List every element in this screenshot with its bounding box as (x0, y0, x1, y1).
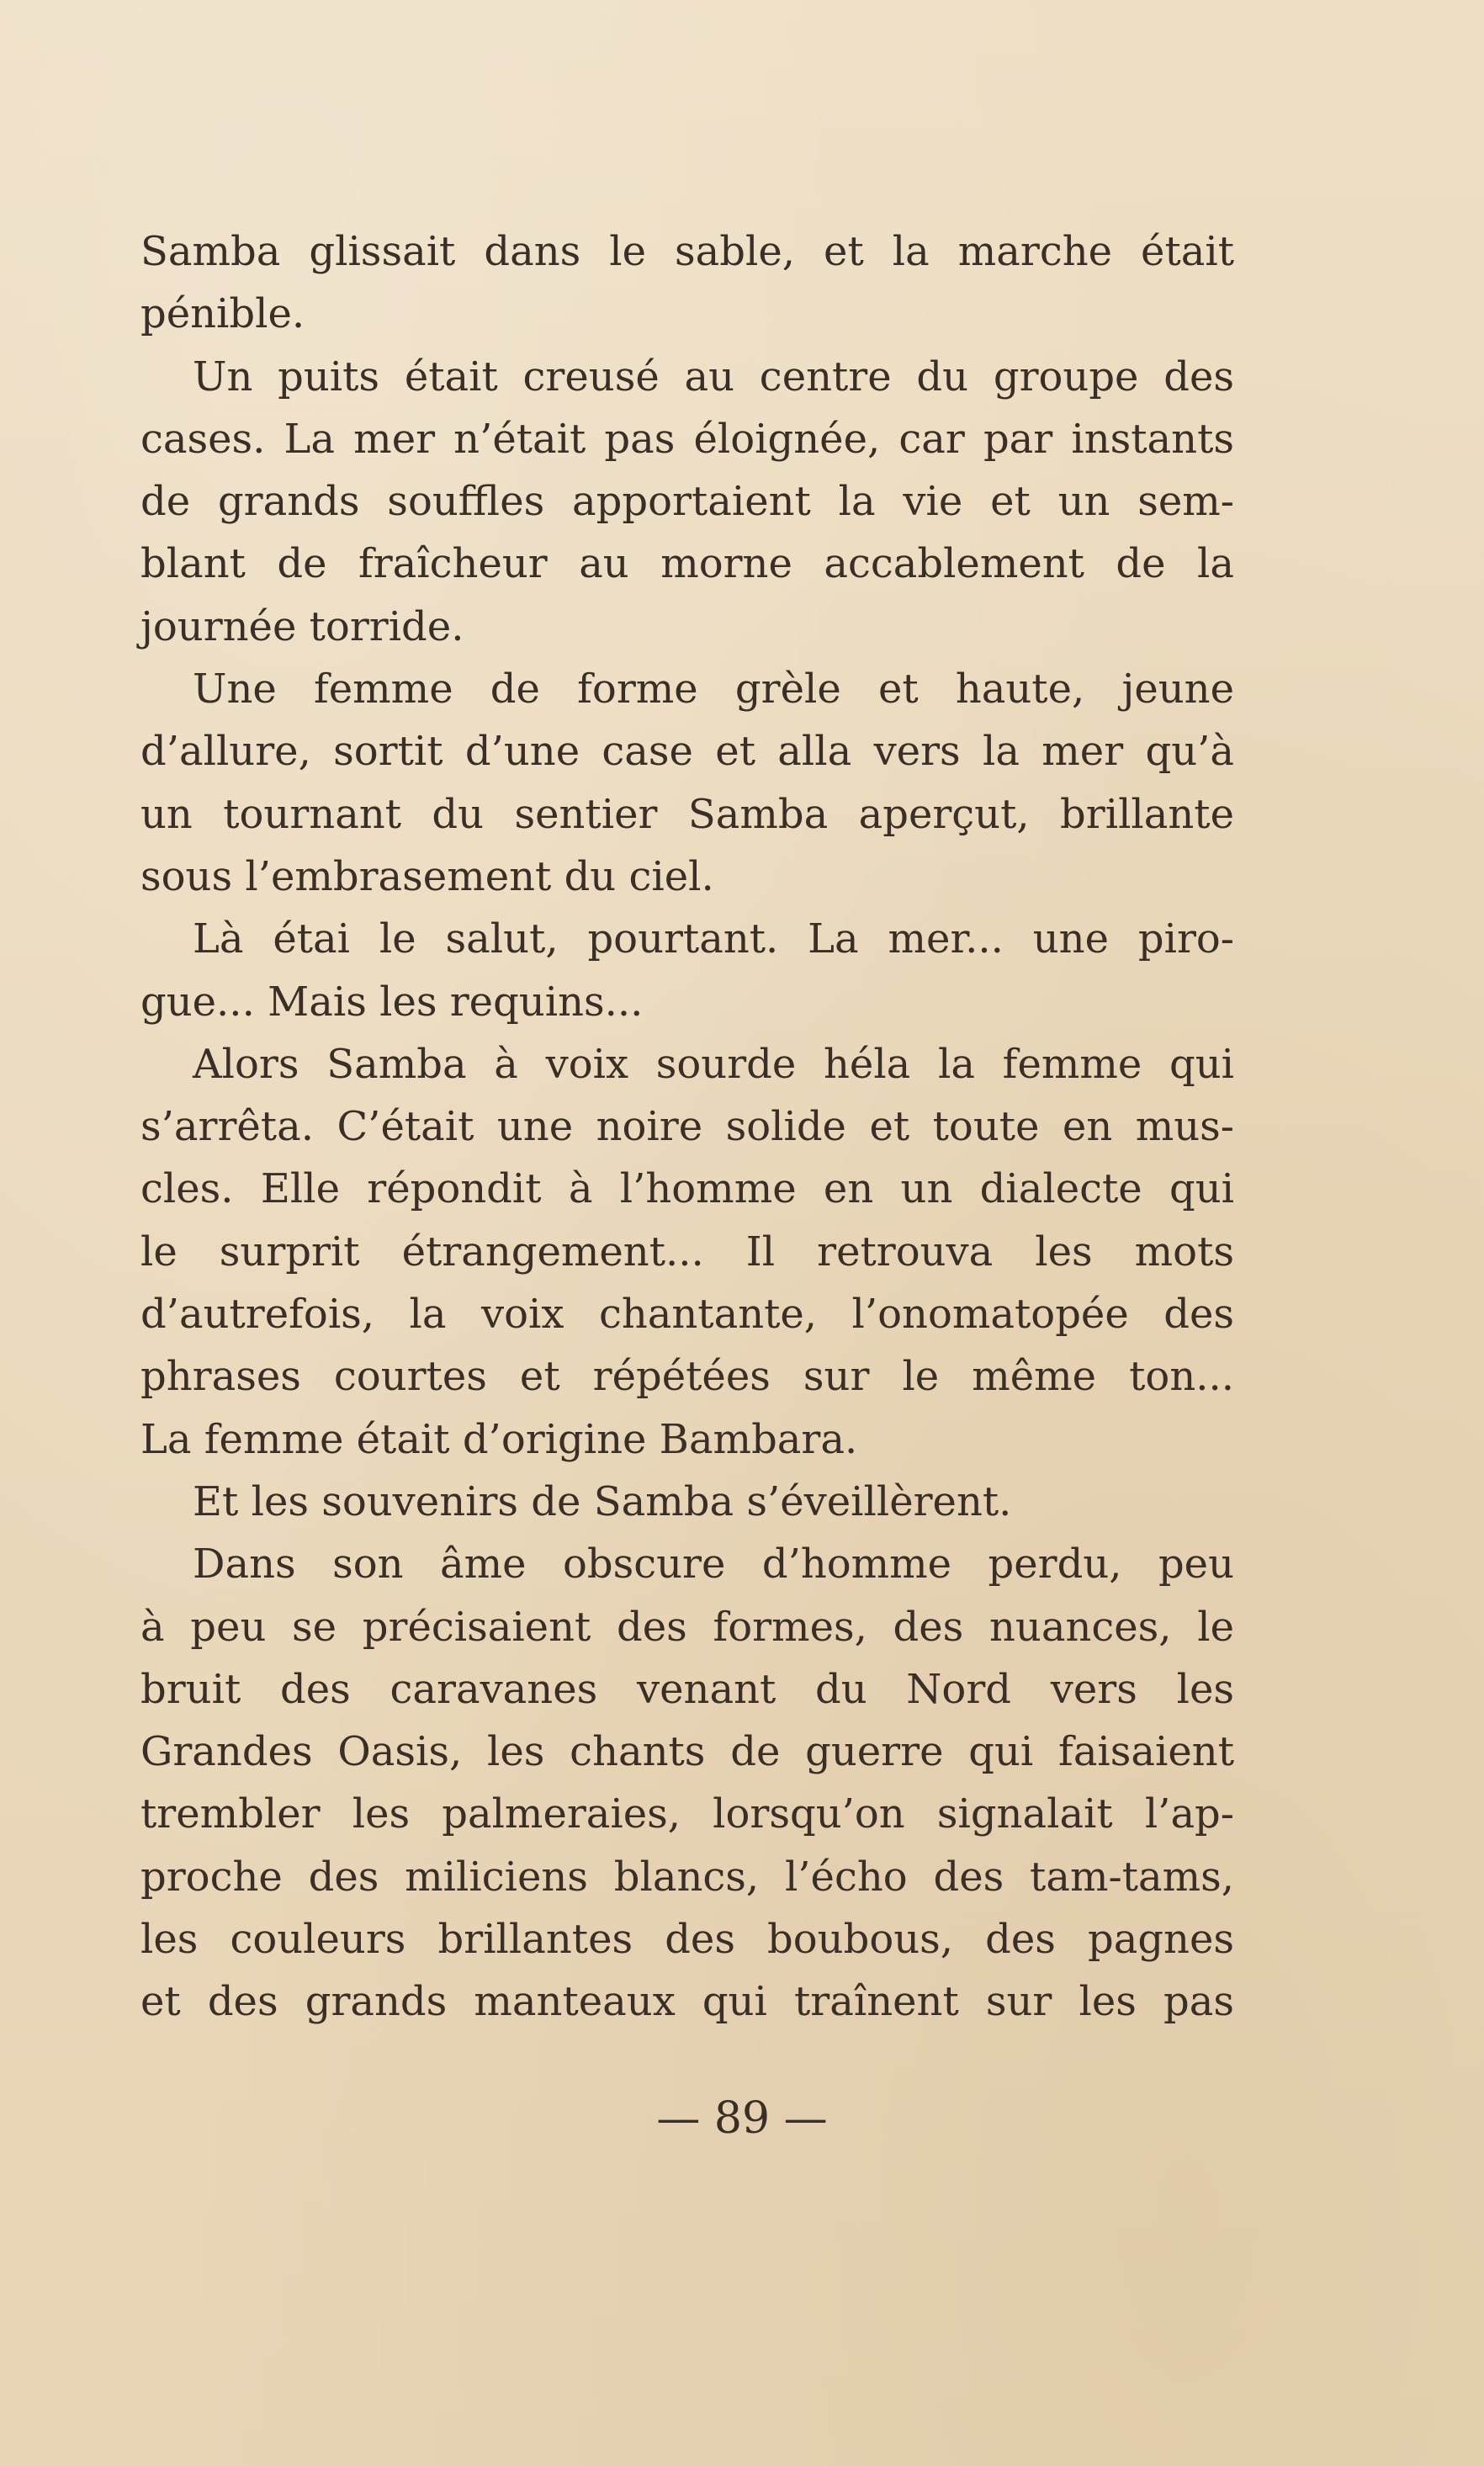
text-line-29: et des grands manteaux qui traînent sur les pas (140, 1978, 1234, 2026)
text-line-14: Alors Samba à voix sourde héla la femme qui (193, 1040, 1234, 1088)
body-text (140, 220, 1234, 2034)
text-line-3: Un puits était creusé au centre du groupe des (193, 353, 1234, 400)
text-line-10: un tournant du sentier Samba aperçut, brillante (140, 790, 1234, 838)
text-line-1: Samba glissait dans le sable, et la marche était (140, 228, 1234, 275)
text-line-23: à peu se précisaient des formes, des nuances, le (140, 1603, 1234, 1651)
text-line-26: trembler les palmeraies, lorsqu’on signalait l’ap- (140, 1790, 1234, 1838)
text-line-25: Grandes Oasis, les chants de guerre qui faisaient (140, 1728, 1234, 1776)
text-line-19: phrases courtes et répétées sur le même ton... (140, 1353, 1234, 1401)
text-line-24: bruit des caravanes venant du Nord vers les (140, 1665, 1234, 1713)
text-line-18: d’autrefois, la voix chantante, l’onomatopée des (140, 1291, 1234, 1339)
text-line-11: sous l’embrasement du ciel. (140, 852, 714, 900)
text-line-16: cles. Elle répondit à l’homme en un dialecte qui (140, 1165, 1234, 1213)
text-line-28: les couleurs brillantes des boubous, des pagnes (140, 1916, 1234, 1964)
text-line-4: cases. La mer n’était pas éloignée, car par instants (140, 415, 1234, 463)
text-line-27: proche des miliciens blancs, l’écho des tam-tams, (140, 1853, 1234, 1901)
text-line-15: s’arrêta. C’était une noire solide et toute en mus- (140, 1103, 1234, 1151)
page-number: — 89 — (656, 2093, 828, 2144)
text-line-12: Là étai le salut, pourtant. La mer... une piro- (193, 915, 1234, 963)
text-line-6: blant de fraîcheur au morne accablement de la (140, 540, 1234, 588)
text-line-22: Dans son âme obscure d’homme perdu, peu (193, 1541, 1234, 1588)
text-line-13: gue... Mais les requins... (140, 978, 644, 1026)
text-line-17: le surprit étrangement... Il retrouva les mots (140, 1228, 1234, 1275)
text-line-2: pénible. (140, 290, 305, 338)
text-line-7: journée torride. (140, 602, 464, 650)
text-line-8: Une femme de forme grèle et haute, jeune (193, 666, 1234, 713)
text-line-5: de grands souffles apportaient la vie et un sem- (140, 478, 1234, 526)
text-line-20: La femme était d’origine Bambara. (140, 1415, 858, 1463)
text-line-9: d’allure, sortit d’une case et alla vers la mer qu’à (140, 728, 1234, 776)
text-line-21: Et les souvenirs de Samba s’éveillèrent. (193, 1477, 1012, 1525)
